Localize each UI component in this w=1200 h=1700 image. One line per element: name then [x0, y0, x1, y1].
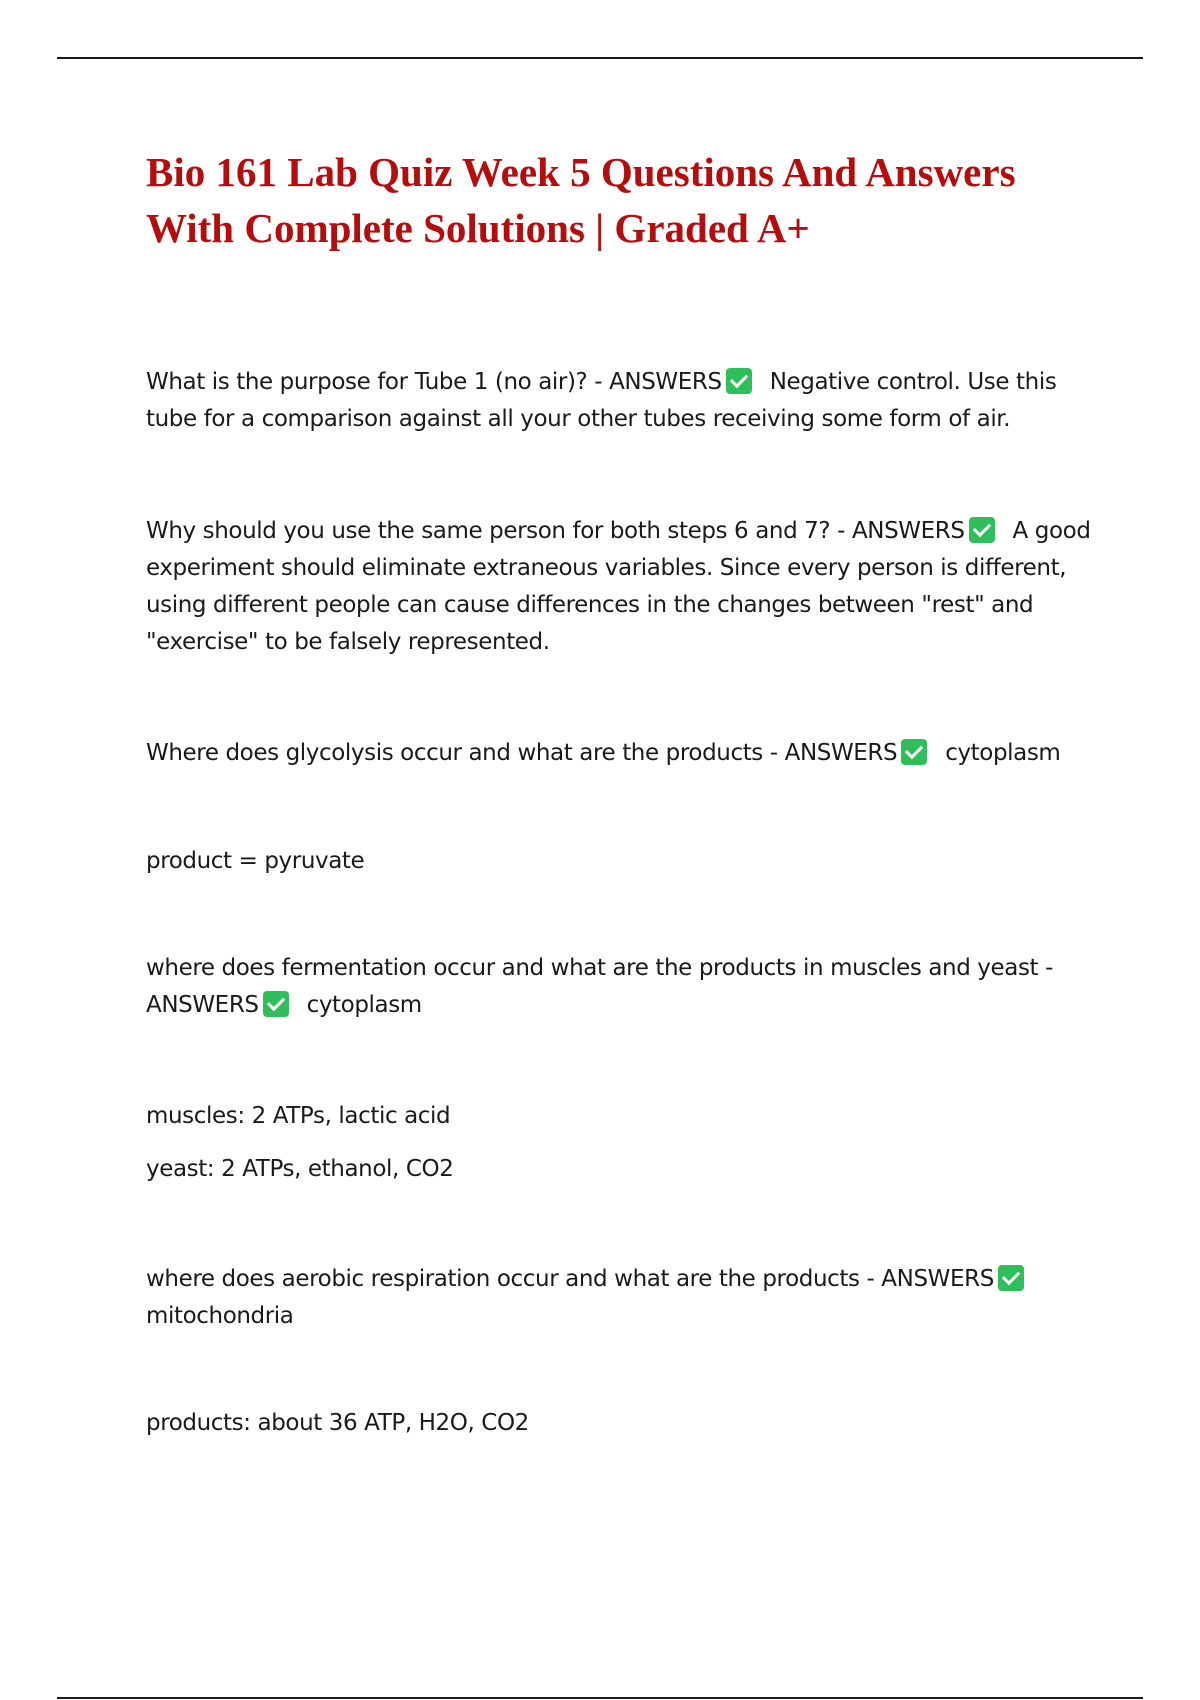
qa-item-1 — [146, 364, 1106, 438]
answer-text: Negative control. Use this tube for a comparison against all your other tubes receiving some form of air. — [146, 369, 1057, 432]
qa-item-3 — [146, 735, 1106, 772]
answer-text: cytoplasm — [306, 992, 422, 1018]
answer-detail: yeast: 2 ATPs, ethanol, CO2 — [146, 1156, 454, 1182]
answer-text: cytoplasm — [945, 740, 1061, 766]
check-box-icon — [998, 1265, 1024, 1291]
question-text: where does aerobic respiration occur and what are the products - ANSWERS — [146, 1266, 994, 1292]
check-box-icon — [901, 739, 927, 765]
check-box-icon — [969, 517, 995, 543]
answer-detail: muscles: 2 ATPs, lactic acid — [146, 1103, 451, 1129]
qa-item-4 — [146, 950, 1106, 1024]
check-box-icon — [726, 368, 752, 394]
question-text: where does fermentation occur and what are the products in muscles and yeast - ANSWERS — [146, 955, 1053, 1018]
question-text: Why should you use the same person for both steps 6 and 7? - ANSWERS — [146, 518, 965, 544]
answer-detail: product = pyruvate — [146, 848, 365, 874]
answer-text: mitochondria — [146, 1303, 294, 1329]
bottom-rule — [57, 1697, 1143, 1699]
answer-text: A good experiment should eliminate extraneous variables. Since every person is different, using different people can cause differences in the changes between "rest" and "exercise" to be falsely represented. — [146, 518, 1091, 655]
qa-item-5 — [146, 1261, 1106, 1335]
answer-detail: products: about 36 ATP, H2O, CO2 — [146, 1410, 529, 1436]
document-title: Bio 161 Lab Quiz Week 5 Questions And Answers With Complete Solutions | Graded A+ — [146, 149, 1016, 251]
question-text: Where does glycolysis occur and what are the products - ANSWERS — [146, 740, 898, 766]
qa-item-2 — [146, 513, 1106, 661]
top-rule — [57, 57, 1143, 59]
question-text: What is the purpose for Tube 1 (no air)? - ANSWERS — [146, 369, 722, 395]
check-box-icon — [263, 991, 289, 1017]
